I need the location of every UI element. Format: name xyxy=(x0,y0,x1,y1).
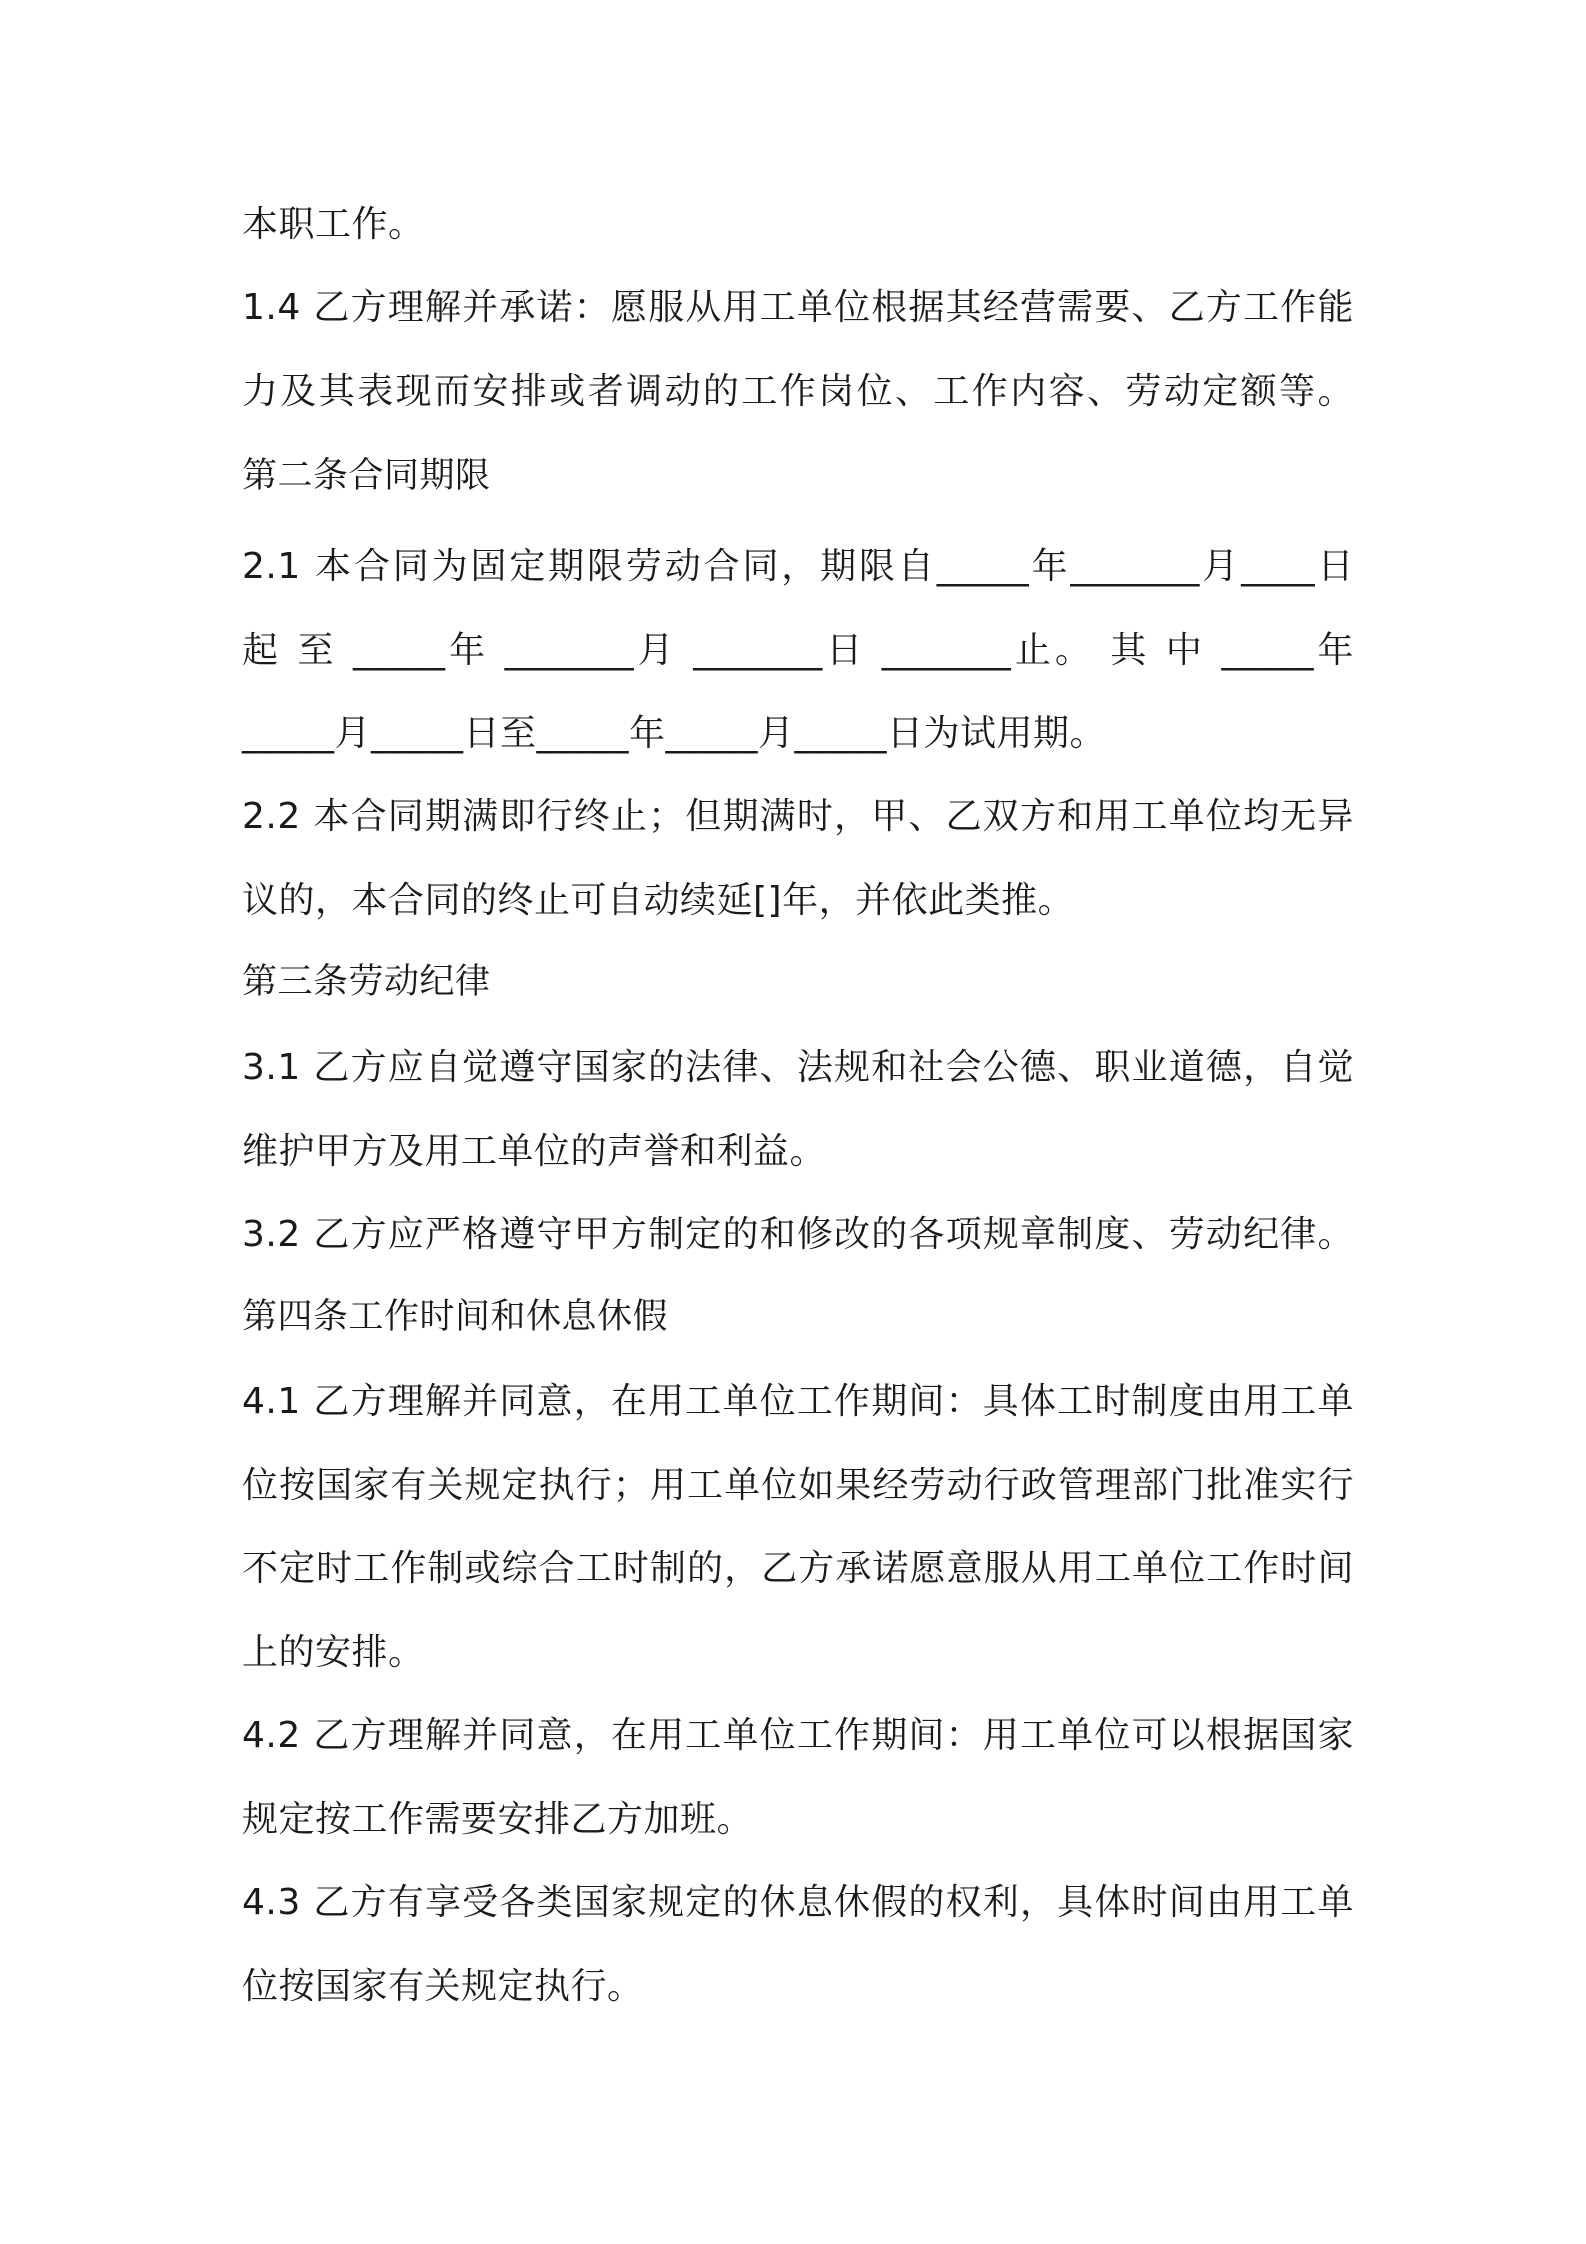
text-line: 位按国家有关规定执行。 xyxy=(242,1966,644,2007)
text-line: 力及其表现而安排或者调动的工作岗位、工作内容、劳动定额等。 xyxy=(242,371,1354,412)
text-line: 上的安排。 xyxy=(242,1632,425,1673)
text-line: 3.2 乙方应严格遵守甲方制定的和修改的各项规章制度、劳动纪律。 xyxy=(242,1214,1354,1255)
text-line: _____月_____日至_____年_____月_____日为试用期。 xyxy=(242,713,1107,754)
section-heading: 第四条工作时间和休息休假 xyxy=(242,1297,669,1337)
text-line: 位按国家有关规定执行；用工单位如果经劳动行政管理部门批准实行 xyxy=(242,1465,1354,1506)
text-line: 2.1 本合同为固定期限劳动合同，期限自_____年_______月____日 xyxy=(242,546,1354,587)
text-line: 本职工作。 xyxy=(242,204,425,245)
text-line: 3.1 乙方应自觉遵守国家的法律、法规和社会公德、职业道德，自觉 xyxy=(242,1047,1354,1088)
text-line: 2.2 本合同期满即行终止；但期满时，甲、乙双方和用工单位均无异 xyxy=(242,796,1354,837)
section-heading: 第三条劳动纪律 xyxy=(242,962,491,1002)
text-line: 4.3 乙方有享受各类国家规定的休息休假的权利，具体时间由用工单 xyxy=(242,1882,1354,1923)
text-line: 不定时工作制或综合工时制的，乙方承诺愿意服从用工单位工作时间 xyxy=(242,1548,1354,1589)
text-line: 起 至 _____年 _______月 _______日 _______止。 其 中 _____年 xyxy=(242,630,1354,671)
text-line: 规定按工作需要安排乙方加班。 xyxy=(242,1799,754,1840)
section-heading: 第二条合同期限 xyxy=(242,456,491,496)
text-line: 议的，本合同的终止可自动续延[]年，并依此类推。 xyxy=(242,880,1075,921)
text-line: 维护甲方及用工单位的声誉和利益。 xyxy=(242,1131,827,1172)
text-line: 1.4 乙方理解并承诺：愿服从用工单位根据其经营需要、乙方工作能 xyxy=(242,287,1354,328)
text-line: 4.1 乙方理解并同意，在用工单位工作期间：具体工时制度由用工单 xyxy=(242,1381,1354,1422)
text-line: 4.2 乙方理解并同意，在用工单位工作期间：用工单位可以根据国家 xyxy=(242,1715,1354,1756)
